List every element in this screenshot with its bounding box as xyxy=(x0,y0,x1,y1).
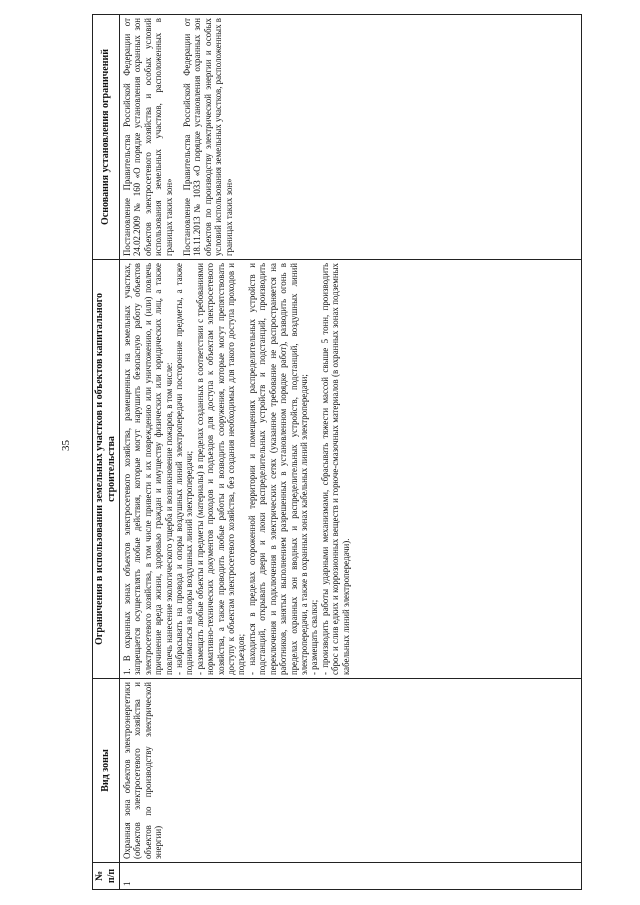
rotated-content xyxy=(92,15,582,890)
restriction-paragraph: 1. В охранных зонах объектов электросетевого хозяйства, размещенных на земельных участках, запрещается осуществлять любые действия, которые могут нарушить безопасную работу объектов электросетевого хозяйства, в том числе привести к их повреждению или уничтожению, и (или) повлечь причинение вреда жизни, здоровью граждан и имуществу физических или юридических лиц, а также повлечь нанесение экологического ущерба и возникновение пожаров, в том числе: xyxy=(122,263,174,675)
row-zone-type: Охранная зона объектов электроэнергетики (объектов электросетевого хозяйства и объектов по производству электрической энергии) xyxy=(120,679,582,863)
header-zone-type: Вид зоны xyxy=(93,679,120,863)
header-num: № п/п xyxy=(93,863,120,890)
row-basis xyxy=(120,15,582,260)
restriction-paragraph: - производить работы ударными механизмами, сбрасывать тяжести массой свыше 5 тонн, производить сброс и слив едких и коррозионных веществ и горюче-смазочных материалов (в охранных зонах подземных кабельных линий электропередачи). xyxy=(319,263,351,675)
restriction-paragraph: - находиться в пределах огороженной территории и помещениях распределительных устройств и подстанций, открывать двери и люки распределительных устройств и подстанций, производить переключения и подключения в электрических сетях (указанное требование не распространяется на работников, занятых выполнением разрешенных в установленном порядке работ), разводить огонь в пределах охранных зон вводных и распределительных устройств, подстанций, воздушных линий электропередачи, а также в охранных зонах кабельных линий электропередачи; xyxy=(246,263,309,675)
page-number: 35 xyxy=(60,440,72,451)
basis-paragraph: Постановление Правительства Российской Федерации от 24.02.2009 № 160 «О порядке установления охранных зон объектов электросетевого хозяйства и особых условий использования земельных участков, расположенных в границах таких зон» xyxy=(122,18,174,256)
row-restrictions xyxy=(120,260,582,679)
header-basis: Основания установления ограничений xyxy=(93,15,120,260)
table-row xyxy=(120,15,582,890)
rotated-page xyxy=(92,15,582,890)
row-num: 1 xyxy=(120,863,582,890)
restriction-paragraph: - набрасывать на провода и опоры воздушных линий электропередачи посторонние предметы, а также подниматься на опоры воздушных линий электропередачи; xyxy=(174,263,195,675)
header-restrictions: Ограничения в использовании земельных участков и объектов капитального строительства xyxy=(93,260,120,679)
basis-paragraph: Постановление Правительства Российской Федерации от 18.11.2013 № 1033 «О порядке установления охранных зон объектов по производству электрической энергии и особых условий использования земельных участков, расположенных в границах таких зон» xyxy=(182,18,234,256)
restriction-paragraph: - размещать любые объекты и предметы (материалы) в пределах созданных в соответствии с требованиями нормативно-технических документов проходов и подъездов для доступа к объектам электросетевого хозяйства, а также проводить любые работы и возводить сооружения, которые могут препятствовать доступу к объектам электросетевого хозяйства, без создания необходимых для такого доступа проходов и подъездов; xyxy=(194,263,247,675)
zone-restrictions-table xyxy=(92,14,582,890)
table-header-row xyxy=(93,15,120,890)
restriction-paragraph: - размещать свалки; xyxy=(309,599,320,675)
